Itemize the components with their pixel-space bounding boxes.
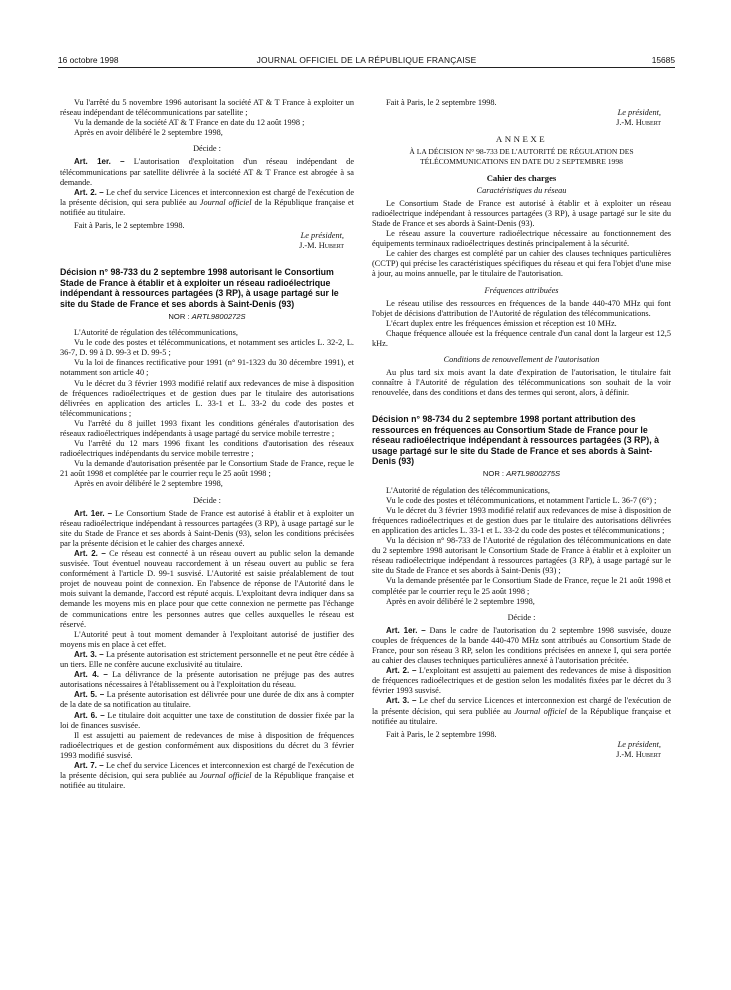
decision-title: Décision n° 98-734 du 2 septembre 1998 portant attribution des ressources en fréquences au Consortium Stade de France pour le réseau radioélectrique indépendant à ressources partagées (3 RP), à usage partagé sur le site du Stade de France et ses abords à Saint-Denis (93) [372, 414, 659, 467]
article-label: Art. 2. – [386, 666, 417, 676]
annexe-title: ANNEXE [495, 134, 548, 145]
signed-place: Fait à Paris, le 2 septembre 1998. [74, 221, 185, 231]
header-date: 16 octobre 1998 [58, 55, 119, 65]
section-heading: Caractéristiques du réseau [476, 185, 567, 195]
article-label: Art. 4. – [74, 670, 108, 680]
cahier-title: Cahier des charges [486, 172, 557, 183]
header-page-number: 15685 [651, 55, 675, 65]
article-label: Art. 1er. – [74, 508, 113, 518]
vu-paragraph: Vu l'arrêté du 8 juillet 1993 fixant les conditions générales d'autorisation des réseaux radioélectriques indépendants à usage partagé du service mobile terrestre ; [60, 418, 354, 438]
article [372, 696, 671, 726]
journal-name: Journal officiel [199, 197, 252, 207]
article-text: Ce réseau est connecté à un réseau ouvert au public selon la demande susvisée. Tout éventuel nouveau raccordement à un réseau ouvert au public se fera conformément à l'article D. 99-1 susvisé. L'Autorité est saisie préalablement de tout projet de nouveau point de connexion. En l'absence de réponse de l'Autorité dans le mois suivant la demande, l'accord est réputé acquis. L'exploitant devra indiquer dans sa demande les moyens mis en place pour que cette connexion ne permette pas l'échange de communications entre les personnes autres que celles auxquelles le réseau est réservé. [60, 549, 355, 629]
body-paragraph: Au plus tard six mois avant la date d'expiration de l'autorisation, le titulaire fait connaître à l'Autorité de régulation des télécommunications son souhait de la voir renouvelée, dans des conditions et dans des termes qui seront, alors, à définir. [372, 368, 671, 398]
article [60, 509, 354, 549]
article-label: Art. 1er. – [74, 157, 125, 167]
signed-place: Fait à Paris, le 2 septembre 1998. [386, 98, 497, 107]
decide-heading: Décide : [193, 495, 221, 505]
nor-label: NOR : [168, 311, 190, 321]
right-column [372, 98, 671, 760]
journal-name: Journal officiel [514, 706, 567, 716]
nor-code: ARTL9800275S [506, 469, 561, 479]
vu-paragraph: Après en avoir délibéré le 2 septembre 1998, [74, 479, 223, 489]
article-label: Art. 7. – [74, 760, 104, 770]
vu-paragraph: Vu la demande d'autorisation présentée par le Consortium Stade de France, reçue le 21 août 1998 et complétée par le courrier reçu le 25 août 1998 ; [60, 459, 354, 479]
article-label: Art. 2. – [74, 549, 106, 558]
nor-reference [60, 312, 354, 322]
nor-reference [372, 469, 671, 479]
body-paragraph: Le réseau utilise des ressources en fréquences de la bande 440-470 MHz qui font l'objet de décisions d'attribution de l'Autorité de régulation des télécommunications. [372, 298, 671, 318]
intro-paragraph: Après en avoir délibéré le 2 septembre 1998, [74, 128, 223, 138]
article-text: de la République française et notifiée au titulaire. [60, 771, 354, 791]
article-label: Art. 1er. – [386, 625, 426, 635]
signer-role: Le président, [300, 231, 344, 241]
signer-name: J.-M. Hubert [299, 241, 344, 251]
intro-paragraph: Vu l'arrêté du 5 novembre 1996 autorisant la société AT & T France à exploiter un réseau indépendant de télécommunications par satellite ; [60, 98, 354, 118]
article-text: Le chef du service Licences et interconnexion est chargé de l'exécution de la présente décision, qui sera publiée au [372, 696, 672, 716]
vu-paragraph: Vu le code des postes et télécommunications, et notamment ses articles L. 32-2, L. 36-7, D. 99 à D. 99-3 et D. 99-5 ; [60, 338, 354, 358]
article-text: La présente autorisation est délivrée pour une durée de dix ans à compter de la date de sa notification au titulaire. [60, 690, 354, 710]
header-title: JOURNAL OFFICIEL DE LA RÉPUBLIQUE FRANÇAISE [256, 55, 477, 65]
page-header [58, 53, 675, 68]
vu-paragraph: Vu la loi de finances rectificative pour 1991 (n° 91-1323 du 30 décembre 1991), et notamment son article 40 ; [60, 358, 354, 378]
body-paragraph: Le Consortium Stade de France est autorisé à établir et à exploiter un réseau radioélectrique indépendant à ressources partagées (3 RP), à usage partagé sur le site du Stade de France et ses abords à Saint-Denis (93). [372, 198, 671, 228]
article [372, 666, 671, 696]
article [60, 188, 354, 218]
body-paragraph: Le cahier des charges est complété par un cahier des clauses techniques particulières (CCTP) qui précise les caractéristiques spécifiques du réseau et qui fera l'objet d'une mise à jour, au moins annuelle, par le titulaire de l'autorisation. [372, 249, 671, 279]
article [60, 670, 354, 690]
article [60, 650, 354, 670]
vu-paragraph: Vu la demande présentée par le Consortium Stade de France, reçue le 21 août 1998 et complétée par le courrier reçu le 25 août 1998 ; [372, 576, 671, 596]
article [372, 626, 671, 666]
vu-paragraph: Vu le code des postes et télécommunications, et notamment l'article L. 36-7 (6°) ; [386, 495, 657, 505]
article-text: Le Consortium Stade de France est autorisé à établir et à exploiter un réseau radioélectrique indépendant à ressources partagées (3 RP), à usage partagé sur le site du Stade de France et ses abords à Saint-Denis (93), selon les conditions précisées par la présente décision et le cahier des charges annexé. [60, 508, 354, 548]
article [60, 157, 354, 187]
article [60, 549, 354, 630]
article-text: L'autorisation d'exploitation d'un réseau indépendant de télécommunications par satellite délivrée à la société AT & T France est abrogée à sa demande. [60, 157, 355, 187]
section-heading: Fréquences attribuées [484, 285, 559, 295]
signed-place: Fait à Paris, le 2 septembre 1998. [386, 729, 497, 739]
body-paragraph: Le réseau assure la couverture radioélectrique nécessaire au fonctionnement des équipements terminaux radioélectriques destinés principalement à la sécurité. [372, 229, 671, 249]
vu-paragraph: Vu l'arrêté du 12 mars 1996 fixant les conditions d'autorisation des réseaux radioélectriques indépendants du service mobile terrestre ; [60, 439, 354, 459]
article-continuation: L'Autorité peut à tout moment demander à l'exploitant autorisé de justifier des moyens mis en place à cet effet. [60, 629, 354, 649]
article-text: L'exploitant est assujetti au paiement des redevances de mise à disposition de fréquences radioélectriques et de gestion selon les modalités fixées par le décret du 3 février 1993 susvisé. [372, 666, 672, 696]
article-text: La délivrance de la présente autorisation ne préjuge pas des autres autorisations nécessaires à l'établissement ou à l'exploitation du réseau. [60, 670, 355, 690]
article-label: Art. 3. – [74, 649, 104, 659]
left-column [60, 98, 354, 791]
vu-paragraph: Vu le décret du 3 février 1993 modifié relatif aux redevances de mise à disposition de fréquences radioélectriques et de gestion dues par le titulaire des autorisations délivrées en application des articles L. 33-1 et L. 33-2 du code des postes et télécommunications ; [60, 378, 354, 418]
article-label: Art. 5. – [74, 690, 105, 700]
vu-paragraph: Vu la décision n° 98-733 de l'Autorité de régulation des télécommunications en date du 2 septembre 1998 autorisant le Consortium Stade de France à établir et à exploiter un réseau radioélectrique indépendant à ressources partagées (3 RP), à usage partagé sur le site du Stade de France et ses abords à Saint-Denis (93) ; [372, 536, 671, 576]
vu-paragraph: L'Autorité de régulation des télécommunications, [74, 328, 238, 338]
section-heading: Conditions de renouvellement de l'autorisation [443, 355, 600, 365]
article-text: Le chef du service Licences et interconnexion est chargé de l'exécution de la présente décision, qui sera publiée au [60, 760, 354, 781]
article-continuation: Il est assujetti au paiement de redevances de mise à disposition de fréquences radioélectriques et de gestion conformément aux dispositions du décret du 3 février 1993 modifié susvisé. [60, 730, 354, 760]
body-paragraph: Chaque fréquence allouée est la fréquence centrale d'un canal dont la largeur est 12,5 kHz. [372, 328, 671, 348]
article-label: Art. 3. – [386, 696, 417, 706]
signer-role: Le président, [617, 739, 661, 749]
signer-name: J.-M. Hubert [616, 749, 661, 759]
vu-paragraph: Vu le décret du 3 février 1993 modifié relatif aux redevances de mise à disposition de fréquences radioélectriques et de gestion dues par le titulaire des autorisations délivrées en application des articles L. 33-1 et L. 33-2 du code des postes et télécommunications ; [372, 505, 671, 535]
body-paragraph: L'écart duplex entre les fréquences émission et réception est 10 MHz. [386, 318, 617, 328]
decision-title: Décision n° 98-733 du 2 septembre 1998 autorisant le Consortium Stade de France à établir et à exploiter un réseau radioélectrique indépendant à ressources partagées (3 RP), à usage partagé sur le site du Stade de France et ses abords à Saint-Denis (93) [60, 267, 339, 309]
article [60, 711, 354, 731]
nor-code: ARTL9800272S [191, 311, 246, 321]
decide-heading: Décide : [193, 144, 221, 154]
article-label: Art. 6. – [74, 710, 105, 720]
article-text: de la République française et notifiée au titulaire. [372, 706, 671, 726]
journal-name: Journal officiel [199, 771, 252, 781]
nor-label: NOR : [482, 469, 505, 479]
article-text: Le titulaire doit acquitter une taxe de constitution de dossier fixée par la loi de finances susvisée. [60, 710, 355, 730]
vu-paragraph: L'Autorité de régulation des télécommunications, [386, 485, 550, 495]
article-text: La présente autorisation est strictement personnelle et ne peut être cédée à un tiers. Elle ne confère aucune exclusivité au titulaire. [60, 649, 355, 670]
vu-paragraph: Après en avoir délibéré le 2 septembre 1998, [386, 596, 535, 606]
signer-role: Le président, [617, 108, 661, 118]
article-label: Art. 2. – [74, 187, 104, 197]
article [60, 690, 354, 710]
intro-paragraph: Vu la demande de la société AT & T France en date du 12 août 1998 ; [74, 118, 305, 128]
article-text: Dans le cadre de l'autorisation du 2 septembre 1998 susvisée, douze couples de fréquences de la bande 440-470 MHz sont attribués au Consortium Stade de France, pour son réseau 3 RP, selon les conditions précisées en annexe I, qui sera portée au cahier des clauses techniques particulières annexé à l'autorisation précitée. [372, 625, 672, 666]
article-text: de la République française et notifiée au titulaire. [60, 197, 354, 217]
signer-name: J.-M. Hubert [616, 118, 661, 128]
decide-heading: Décide : [507, 612, 536, 622]
article [60, 761, 354, 791]
article-text: Le chef du service Licences et interconnexion est chargé de l'exécution de la présente décision, qui sera publiée au [60, 187, 354, 207]
annexe-subtitle: À LA DÉCISION N° 98-733 DE L'AUTORITÉ DE RÉGULATION DES TÉLÉCOMMUNICATIONS EN DATE DU 2 SEPTEMBRE 1998 [409, 147, 634, 166]
